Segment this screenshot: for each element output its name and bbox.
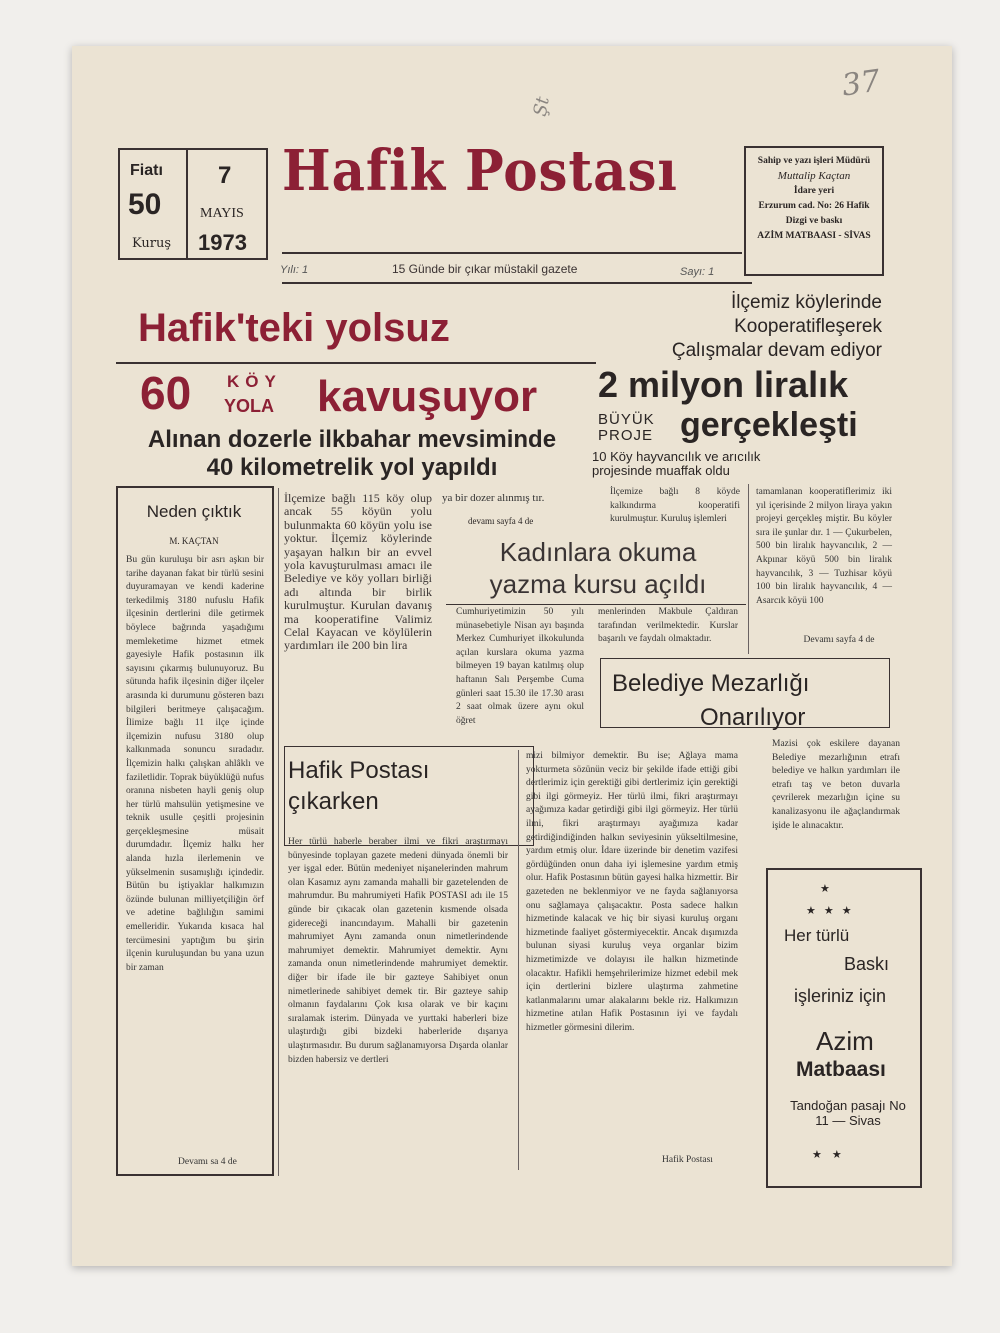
masthead-rule bbox=[282, 252, 742, 254]
issue-number: Sayı: 1 bbox=[680, 266, 715, 278]
headline-belediye-line1: Belediye Mezarlığı bbox=[612, 670, 810, 697]
article-neden-box bbox=[116, 486, 274, 1176]
star-icon: ★★ bbox=[812, 1149, 852, 1161]
article-hafik-signature: Hafik Postası bbox=[662, 1155, 713, 1165]
column-rule bbox=[518, 750, 519, 1170]
star-icon: ★ bbox=[820, 883, 830, 895]
owner-title: Sahip ve yazı işleri Müdürü bbox=[757, 156, 871, 166]
headline-yolsuz: Hafik'teki yolsuz bbox=[138, 306, 450, 350]
headline-buyuk-proje bbox=[598, 412, 655, 444]
office-address: Erzurum cad. No: 26 Hafik bbox=[758, 201, 870, 211]
price-date-box bbox=[118, 148, 268, 260]
article-proje-continued: Devamı sayfa 4 de bbox=[803, 635, 875, 645]
issue-year: 1973 bbox=[198, 230, 247, 255]
headline-sixty: 60 bbox=[140, 367, 192, 419]
owner-name: Muttalip Kaçtan bbox=[777, 170, 851, 182]
price-label: Fiatı bbox=[130, 162, 163, 179]
office-label: İdare yeri bbox=[793, 186, 835, 196]
masthead-rule-bottom bbox=[282, 282, 752, 284]
headline-kadin bbox=[448, 536, 748, 600]
article-belediye-body: Mazisi çok eskilere dayanan Belediye mezarlığının etrafı belediye ve halkın yardımları ile etrafı taş ve beton duvarla çevrilerek mezarlığın içine su kanalizasyonu ile ağaçlandırmak işide le alınacaktır. bbox=[772, 739, 900, 831]
subheadline-line: 40 kilometrelik yol yapıldı bbox=[206, 454, 498, 481]
headline-yola: YOLA bbox=[224, 396, 275, 416]
price-date-divider bbox=[186, 150, 188, 258]
issue-month: MAYIS bbox=[200, 206, 244, 221]
handwritten-note: Şt bbox=[529, 95, 554, 118]
article-yol-col2: ya bir dozer alınmış tır. bbox=[442, 492, 545, 504]
article-yol-continued: devamı sayfa 4 de bbox=[468, 516, 534, 526]
subheadline-dozer bbox=[122, 426, 582, 482]
star-icon: ★★★ bbox=[806, 905, 860, 917]
article-yol-col1: İlçemize bağlı 115 köy olup ancak 55 köyün yolu bulunmakta 60 köyün yolu ise yoktur. İlçemiz köylerinde yaşayan halkın bir an evvel yola kavuşturulması amacı ile Belediye ve köy yolları birliği adı altında bir birlik kurulmuştur. Kurulan davanış ma kooperatifine Valimiz Celal Kayacan ve köylülerin yardımları ile 200 bin lira bbox=[284, 491, 432, 653]
article-neden-body: Bu gün kuruluşu bir asrı aşkın bir tarihe dayanan fakat bir türlü sesini duyuramayan ve kendi kaderine terkedilmiş 3180 nufuslu Hafik ilçesinin dertlerini dile getirmek böylece bağrında yaşadığımı memleketime hizmet etmek gayesiyle Hafik postasının ilk sayısını çıkarmış bulunuyoruz. Bu sütunda hafik ilçesinin diğer ilçeler arasında ki durumunu gösteren bazı bilgileri beritmeye çalışacağım. İlimize bağlı 11 ilçe içinde ilçemizin nufusu 3180 olup kalkınmada sonuncu sıradadır. İlçemizin halkı çalışkan ahlâklı ve faziletlidir. Toprak büyüklüğü nufus oranına nisbeten hayli geniş olup her türlü mahsulün yetişmesine ve teknik usulle çeşitli projesinin gerçekleşmesine müsait durumdadır. İlçemiz halkı her alanda hızla ilerlemenin ve yükselmenin susamışlığı içindedir. Bütün bu iştiyaklar halkımızın özünde bulunan milliyetçiliğin örf ve adetine bağlılığın samimi emelleridir. Yukarıda kısaca hal tercümesini yaptığım bu şirin ilçenin kuruluşundan bu yana uzun bir zaman bbox=[126, 555, 264, 973]
publisher-box bbox=[744, 146, 884, 276]
article-hafik-col2: mizi bilmiyor demektir. Bu ise; Ağlaya mama yokturmeta sözünün veciz bir şekilde ifade ettiği gibi dertlerimiz için gerektiği gibi dertlerimiz için gerektiği gibi ilgi görmeyiz. Her türlü ilmi, fikri araştırmayı ayağımıza kadar getirdiği gibi ilgi görmeyiz. Her türlü ilmi, fikri araştırmayı ayağımıza kadar getirdiğindiğinden halkın seviyesinin yükseltilmesine, yardım etmiş olur. İdare üzerinde bir denetim vazifesi gördüğünden onun daha iyi işlemesine yardım etmiş olur. Hafik Postasının bütün gayesi halka hizmettir. Bir gazeteden ne beklenmiyor ve ne fayda sağlanıyorsa onu sağlamaya çalışacaktır. Posta sadece halkın hizmetinde kalacak ve hiç bir siyasi kuruluş organı hizmetinde faaliyet göstermiyecektir. Ancak dışımızda bulunan siyasi kuruluş veya organlar bizim hizmetimizde ve dolayısı ile halkın hizmetinde olacaktır. Hafikli hemşehrilerimize hizmet edebil mek için dertlerini bizlere ulaştırma zahmetine katlanmalarını umar alakalarını bekle riz. Halkımızın hizmetine atılan Hafik Postasının iyi ve faydalı hizmetler görmesini dilerim. bbox=[526, 751, 738, 1033]
ad-address: Tandoğan pasajı No 11 — Sivas bbox=[790, 1098, 906, 1128]
ad-company-name2: Matbaası bbox=[796, 1058, 886, 1081]
print-label: Dizgi ve baskı bbox=[785, 216, 843, 226]
headline-hafik-line1: Hafik Postası bbox=[288, 757, 430, 784]
newspaper-page bbox=[72, 46, 952, 1266]
volume-label: Yılı: 1 bbox=[280, 264, 309, 276]
ad-line1: Her türlü bbox=[784, 926, 850, 945]
subheadline-10-koy: 10 Köy hayvancılık ve arıcılık projesinde muaffak oldu bbox=[592, 449, 761, 478]
headline-kavusuyor: kavuşuyor bbox=[317, 372, 538, 421]
headline-kadin-line2: yazma kursu açıldı bbox=[489, 569, 707, 599]
headline-2-milyon: 2 milyon liralık bbox=[598, 364, 849, 405]
headline-kadin-line1: Kadınlara okuma bbox=[499, 537, 697, 567]
headline-proje: PROJE bbox=[598, 427, 654, 444]
headline-belediye-line2: Onarılıyor bbox=[700, 704, 806, 731]
article-neden-continued: Devamı sa 4 de bbox=[178, 1157, 237, 1167]
article-kadin-col2: menlerinden Makbule Çaldıran tarafından verilmektedir. Kurslar başarılı ve faydalı olmaktadır. bbox=[598, 607, 738, 645]
headline-rule bbox=[116, 362, 596, 364]
ad-line2: Baskı bbox=[844, 954, 890, 974]
kadin-rule bbox=[446, 604, 746, 605]
handwritten-page-number: 37 bbox=[839, 63, 883, 104]
headline-hafik-line2: çıkarken bbox=[288, 788, 379, 815]
tagline: 15 Günde bir çıkar müstakil gazete bbox=[392, 262, 578, 276]
article-neden-title: Neden çıktık bbox=[146, 502, 242, 521]
price-value: 50 bbox=[128, 188, 162, 221]
headline-ilcemiz-line: İlçemiz köylerinde bbox=[731, 292, 882, 313]
column-rule bbox=[748, 484, 749, 654]
printer-name: AZİM MATBAASI - SİVAS bbox=[757, 231, 871, 241]
headline-ilcemiz bbox=[662, 291, 882, 363]
article-hafik-col1: Her türlü haberle beraber ilmi ve fikri araştırmayı bünyesinde toplayan gazete medeni dünyada önemli bir yer işgal eder. Bütün medeniyet nişanelerinden mahrum olan Kasamız aynı zamanda mahalli bir gazetelenden de mahrumdur. Bu mahrumiyeti Hafik POSTASI adı ile 15 günde bir çıkacak olan gazetenin kısmende olsada gidereceği inancındayım. Mahalli bir gazetenin mahrumiyet Aynı zamanda onun nimetlerindende mahrumiyet demektir. Mahrumiyet demektir. Aynı zamanda onun nimetlerindende mahrumiyet demektir. diğer bir ifade ile bir gazteye Sahibiyet onun nimetlerinede sahibiyet demek tir. Bir gazteye sahip olmanın faydalarını Çok kısa olarak ve bir kaçını sıralamak isterim. Dünyada ve yurttaki haberleri bize ulaştırdığı gibi bizdeki haberleride dışarıya ulaştırmasıdır. Bu durum sağlanamıyorsa Dışarda olanlar bizden habersiz ve dertleri bbox=[288, 837, 508, 1065]
article-proje-col2: tamamlanan kooperatiflerimiz iki yıl içerisinde 2 milyon liraya yakın projeyi gerçekleş miştir. Bu köyler sıra ile şunlar dır. 1 — Çukurbelen, 500 bin liralık hayvancılık, 2 — Akpınar köyü 500 bin liralık hayvancılık, 3 — Tuzhisar köyü 100 bin liralık hayvancılık, 4 — Asarcık köyü 100 bbox=[756, 487, 892, 606]
headline-koy: KÖY bbox=[227, 372, 282, 391]
article-neden-author: M. KAÇTAN bbox=[169, 536, 219, 546]
issue-day: 7 bbox=[218, 162, 232, 189]
price-unit: Kuruş bbox=[132, 236, 172, 251]
subheadline-line: Alınan dozerle ilkbahar mevsiminde bbox=[147, 426, 557, 453]
article-proje-col1: İlçemize bağlı 8 köyde kalkındırma kooperatifi kurulmuştur. Kuruluş işlemleri bbox=[610, 487, 740, 525]
headline-ilcemiz-line: Kooperatifleşerek bbox=[734, 316, 882, 337]
column-rule bbox=[278, 488, 279, 1176]
ad-line3: işleriniz için bbox=[794, 986, 887, 1006]
headline-ilcemiz-line: Çalışmalar devam ediyor bbox=[671, 340, 882, 361]
newspaper-title: Hafik Postası bbox=[282, 138, 678, 204]
headline-gerceklesti: gerçekleşti bbox=[680, 406, 858, 444]
article-kadin-col1: Cumhuriyetimizin 50 yılı münasebetiyle Nisan ayı başında Merkez Cumhuriyet ilkokulunda açılan kurslara okuma yazma bilmeyen 19 bayan katılmış olup haftanın Salı Perşembe Cuma günleri saat 15.30 ile 17.30 arası 2 saat olmak üzere aynı okul öğret bbox=[456, 607, 584, 726]
headline-buyuk: BÜYÜK bbox=[598, 411, 655, 428]
ad-company-name1: Azim bbox=[816, 1026, 874, 1056]
